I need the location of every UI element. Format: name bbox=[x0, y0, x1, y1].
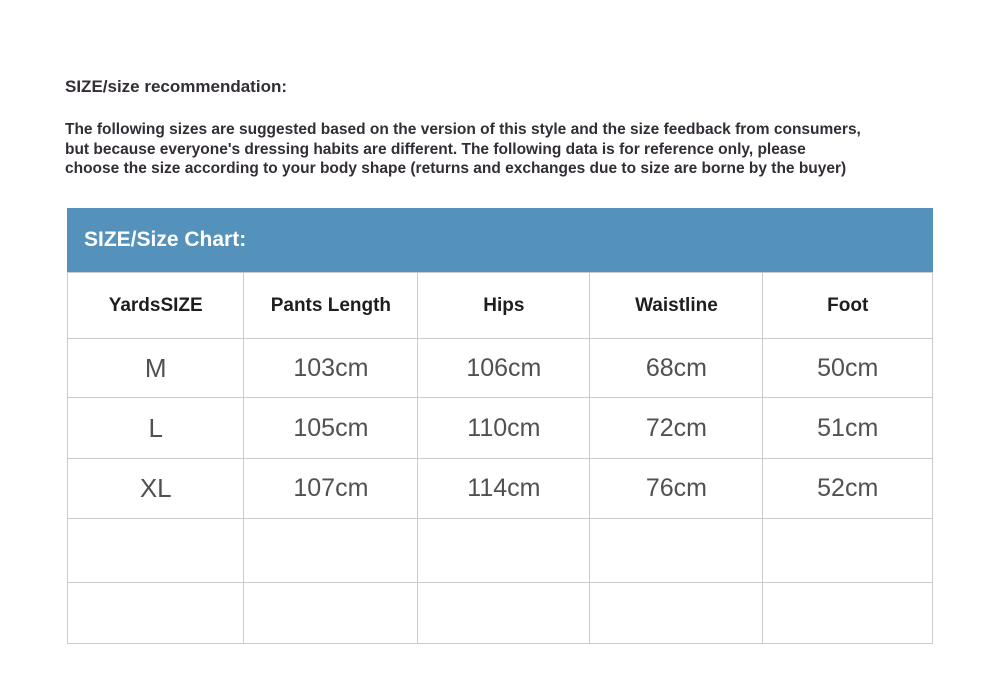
measurement-cell bbox=[590, 583, 763, 644]
measurement-cell: 103cm bbox=[244, 339, 418, 398]
size-cell: XL bbox=[68, 459, 244, 519]
size-chart-title: SIZE/Size Chart: bbox=[84, 228, 247, 251]
column-header-pants-length: Pants Length bbox=[244, 273, 418, 339]
measurement-cell: 68cm bbox=[590, 339, 763, 398]
recommendation-line-2: but because everyone's dressing habits are different. The following data is for reference only, please bbox=[65, 140, 806, 158]
measurement-cell: 72cm bbox=[590, 398, 763, 459]
table-row-xl bbox=[68, 459, 933, 519]
recommendation-line-1: The following sizes are suggested based on the version of this style and the size feedback from consumers, bbox=[65, 121, 861, 138]
size-chart bbox=[67, 208, 933, 644]
recommendation-heading: SIZE/size recommendation: bbox=[65, 77, 287, 96]
table-header-row bbox=[68, 273, 933, 339]
table-row-empty bbox=[68, 583, 933, 644]
measurement-cell: 76cm bbox=[590, 459, 763, 519]
measurement-cell bbox=[418, 583, 590, 644]
size-cell bbox=[68, 583, 244, 644]
column-header-yardssize: YardsSIZE bbox=[68, 273, 244, 339]
measurement-cell bbox=[244, 583, 418, 644]
measurement-cell: 110cm bbox=[418, 398, 590, 459]
measurement-cell bbox=[763, 583, 933, 644]
column-header-waistline: Waistline bbox=[590, 273, 763, 339]
measurement-cell bbox=[244, 519, 418, 583]
size-cell: L bbox=[68, 398, 244, 459]
size-cell bbox=[68, 519, 244, 583]
measurement-cell bbox=[590, 519, 763, 583]
recommendation-line-3: choose the size according to your body shape (returns and exchanges due to size are borne by the buyer) bbox=[65, 160, 847, 177]
measurement-cell: 105cm bbox=[244, 398, 418, 459]
measurement-cell: 106cm bbox=[418, 339, 590, 398]
size-chart-title-bar bbox=[67, 208, 933, 272]
table-row-m bbox=[68, 339, 933, 398]
measurement-cell: 50cm bbox=[763, 339, 933, 398]
measurement-cell: 51cm bbox=[763, 398, 933, 459]
recommendation-paragraph bbox=[65, 120, 861, 179]
size-table bbox=[67, 272, 933, 644]
column-header-foot: Foot bbox=[763, 273, 933, 339]
measurement-cell bbox=[418, 519, 590, 583]
measurement-cell: 114cm bbox=[418, 459, 590, 519]
measurement-cell bbox=[763, 519, 933, 583]
measurement-cell: 107cm bbox=[244, 459, 418, 519]
column-header-hips: Hips bbox=[418, 273, 590, 339]
measurement-cell: 52cm bbox=[763, 459, 933, 519]
table-row-empty bbox=[68, 519, 933, 583]
table-row-l bbox=[68, 398, 933, 459]
size-cell: M bbox=[68, 339, 244, 398]
